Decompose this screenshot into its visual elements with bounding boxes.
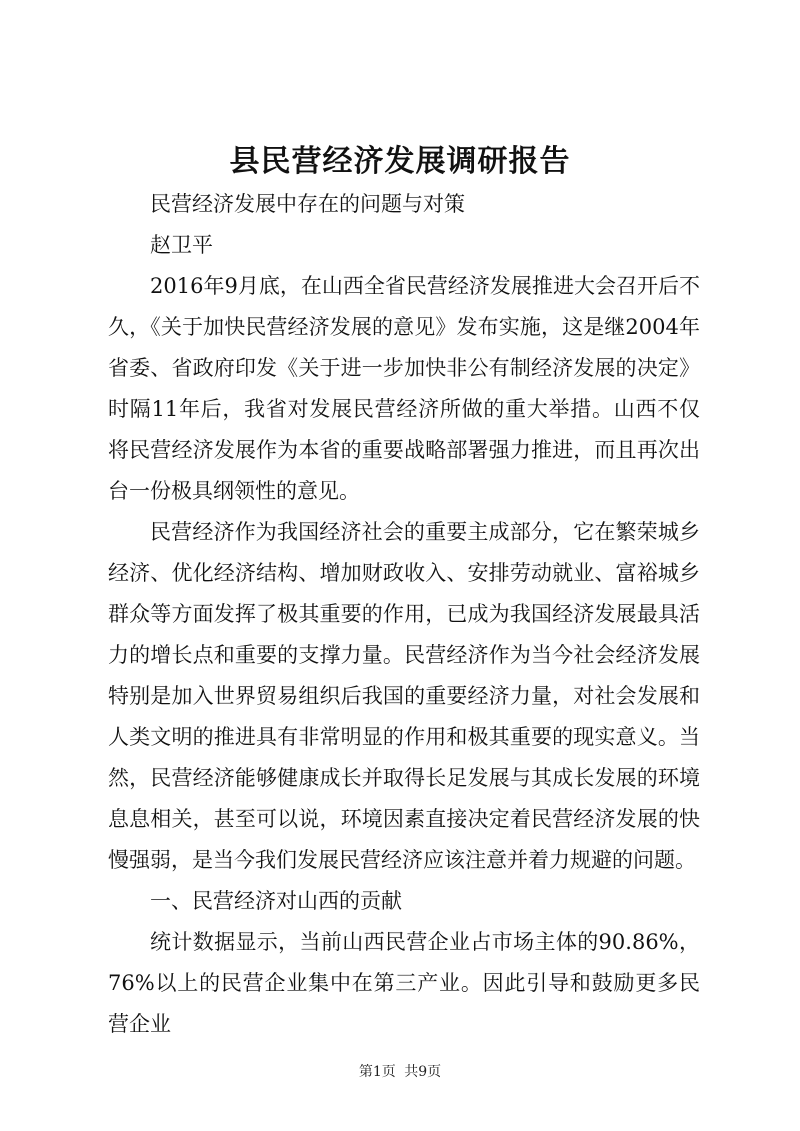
document-title: 县民营经济发展调研报告 (229, 144, 571, 179)
page-footer (0, 1062, 800, 1082)
subtitle: 民营经济发展中存在的问题与对策 (150, 192, 465, 216)
section-heading: 一、民营经济对山西的贡献 (150, 889, 402, 913)
author: 赵卫平 (150, 233, 213, 257)
paragraph-1: 2016年9月底，在山西全省民营经济发展推进大会召开后不久，《关于加快民营经济发展的意见》发布实施，这是继2004年省委、省政府印发《关于进一步加快非公有制经济发展的决定》时隔11年后，我省对发展民营经济所做的重大举措。山西不仅将民营经济发展作为本省的重要战略部署强力推进，而且再次出台一份极具纲领性的意见。 (108, 274, 700, 503)
page-number: 第1页 (358, 1064, 396, 1080)
page-total: 共9页 (404, 1064, 442, 1080)
document-body (108, 184, 700, 1045)
paragraph-2: 民营经济作为我国经济社会的重要主成部分，它在繁荣城乡经济、优化经济结构、增加财政收入、安排劳动就业、富裕城乡群众等方面发挥了极其重要的作用，已成为我国经济发展最具活力的增长点和重要的支撑力量。民营经济作为当今社会经济发展特别是加入世界贸易组织后我国的重要经济力量，对社会发展和人类文明的推进具有非常明显的作用和极其重要的现实意义。当然，民营经济能够健康成长并取得长足发展与其成长发展的环境息息相关，甚至可以说，环境因素直接决定着民营经济发展的快慢强弱，是当今我们发展民营经济应该注意并着力规避的问题。 (108, 520, 700, 872)
section-paragraph: 统计数据显示，当前山西民营企业占市场主体的90.86%，76%以上的民营企业集中在第三产业。因此引导和鼓励更多民营企业 (108, 930, 700, 1036)
